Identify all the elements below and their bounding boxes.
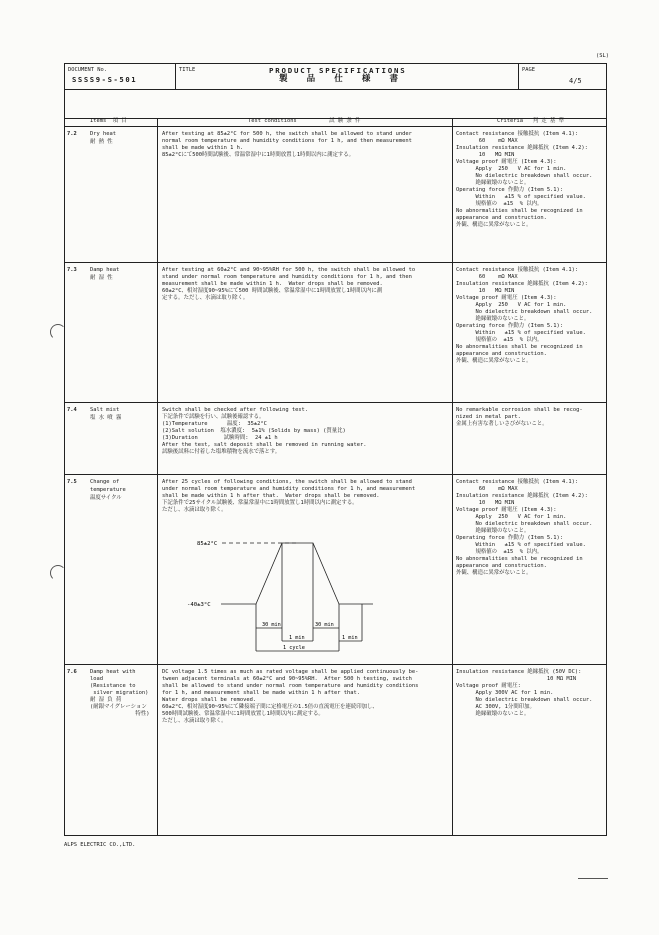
criteria-line: 60 mΩ MAX bbox=[456, 274, 518, 280]
item-name-line: (耐銀マイグレーション bbox=[90, 704, 147, 710]
doc-number: SSSS9-S-501 bbox=[72, 75, 138, 84]
footer-company: ALPS ELECTRIC CO.,LTD. bbox=[64, 842, 136, 848]
criteria-line: 60 mΩ MAX bbox=[456, 138, 518, 144]
criteria-line: 絶縁破壊のないこと。 bbox=[456, 180, 530, 186]
criteria-line: appearance and construction. bbox=[456, 563, 547, 569]
criteria-line: 60 mΩ MAX bbox=[456, 486, 518, 492]
column-header-criteria: Criteria 判 定 基 準 bbox=[497, 118, 564, 124]
criteria-line: 10 MΩ MIN bbox=[456, 500, 515, 506]
row-number: 7.5 bbox=[67, 479, 77, 485]
criteria-line: Voltage proof 耐電圧 (Item 4.3): bbox=[456, 159, 557, 165]
criteria-line: Within ±15 % of specified value. bbox=[456, 330, 586, 336]
item-name-line: Change of bbox=[90, 479, 120, 485]
diagram-ramp-down-label: 1 min bbox=[342, 635, 358, 641]
criteria-line: Contact resistance 接触抵抗 (Item 4.1): bbox=[456, 267, 579, 273]
criteria-line: Voltage proof 耐電圧: bbox=[456, 683, 521, 689]
title-ja: 製 品 仕 様 書 bbox=[279, 74, 405, 84]
condition-line: shall be allowed to stand under normal room temperature and humidity conditions bbox=[162, 683, 419, 689]
criteria-line: 外観、構造に異常がないこと。 bbox=[456, 570, 532, 576]
condition-line: After 25 cycles of following conditions, the switch shall be allowed to stand bbox=[162, 479, 412, 485]
criteria-line: Apply 250 V AC for 1 min. bbox=[456, 514, 567, 520]
criteria-line: No dielectric breakdown shall occur. bbox=[456, 173, 593, 179]
criteria-line: 絶縁破壊のないこと。 bbox=[456, 528, 530, 534]
criteria-line: No abnormalities shall be recognized in bbox=[456, 556, 583, 562]
condition-line: ただし、水滴は取り除く。 bbox=[162, 718, 227, 724]
condition-line: (1)Temperature 温度: 35±2°C bbox=[162, 421, 267, 427]
criteria-line: Contact resistance 接触抵抗 (Item 4.1): bbox=[456, 479, 579, 485]
condition-line: shall be made within 1 h after that. Water drops shall be removed. bbox=[162, 493, 380, 499]
title-label: TITLE bbox=[179, 67, 196, 73]
criteria-line: 10 MΩ MIN bbox=[456, 676, 577, 682]
item-name-line: 耐 熱 性 bbox=[90, 139, 113, 145]
condition-line: After testing at 60±2°C and 90~95%RH for 500 h, the switch shall be allowed to bbox=[162, 267, 416, 273]
criteria-line: 規格値の ±15 % 以内。 bbox=[456, 201, 543, 207]
condition-line: normal room temperature and humidity conditions for 1 h, and then measurement bbox=[162, 138, 412, 144]
condition-line: measurement shall be made within 1 h. Water drops shall be removed. bbox=[162, 281, 383, 287]
page-label: PAGE bbox=[522, 67, 535, 73]
condition-line: 下記条件で25サイクル試験後、常温常湿中に1時間放置し1時間以内に測定する。 bbox=[162, 500, 358, 506]
criteria-line: Apply 250 V AC for 1 min. bbox=[456, 166, 567, 172]
criteria-line: No abnormalities shall be recognized in bbox=[456, 344, 583, 350]
criteria-line: 金属上有害な著しいさびがないこと。 bbox=[456, 421, 548, 427]
condition-line: (2)Salt solution 塩水濃度: 5±1% (Solids by mass) (質量比) bbox=[162, 428, 346, 434]
condition-line: tween adjacent terminals at 60±2°C and 90~95%RH. After 500 h testing, switch bbox=[162, 676, 412, 682]
condition-line: for 1 h, and measurement shall be made within 1 h after that. bbox=[162, 690, 360, 696]
condition-line: Water drops shall be removed. bbox=[162, 697, 257, 703]
criteria-line: 外観、構造に異常がないこと。 bbox=[456, 358, 532, 364]
condition-line: After testing at 85±2°C for 500 h, the switch shall be allowed to stand under bbox=[162, 131, 412, 137]
diagram-cycle-label: 1 cycle bbox=[283, 645, 305, 651]
criteria-line: Operating force 作動力 (Item 5.1): bbox=[456, 323, 564, 329]
item-name-line: load bbox=[90, 676, 103, 682]
bottom-right-dash bbox=[578, 878, 608, 879]
criteria-line: Apply 250 V AC for 1 min. bbox=[456, 302, 567, 308]
corner-ref: (SL) bbox=[596, 53, 609, 59]
punch-hole-mark bbox=[50, 324, 66, 340]
condition-line: 下記条件で試験を行い、試験後確認する。 bbox=[162, 414, 265, 420]
condition-line: (3)Duration 試験時間: 24 ±1 h bbox=[162, 435, 278, 441]
criteria-line: 絶縁破壊のないこと。 bbox=[456, 711, 530, 717]
item-name-line: temperature bbox=[90, 487, 126, 493]
condition-line: 試験後試料に付着した塩堆積物を流水で落とす。 bbox=[162, 449, 281, 455]
criteria-line: appearance and construction. bbox=[456, 351, 547, 357]
item-name-line: 耐 湿 性 bbox=[90, 275, 113, 281]
criteria-line: Insulation resistance 絶縁抵抗 (Item 4.2): bbox=[456, 281, 588, 287]
criteria-line: 絶縁破壊のないこと。 bbox=[456, 316, 530, 322]
criteria-line: nized in metal part. bbox=[456, 414, 521, 420]
diagram-dwell-high-label: 30 min bbox=[315, 622, 334, 628]
condition-line: Switch shall be checked after following test. bbox=[162, 407, 309, 413]
punch-hole-mark bbox=[50, 565, 66, 581]
diagram-dwell-low-label: 30 min bbox=[262, 622, 281, 628]
criteria-line: Voltage proof 耐電圧 (Item 4.3): bbox=[456, 295, 557, 301]
row-number: 7.2 bbox=[67, 131, 77, 137]
criteria-line: Within ±15 % of specified value. bbox=[456, 194, 586, 200]
item-name-line: Damp heat with bbox=[90, 669, 136, 675]
item-name-line: Salt mist bbox=[90, 407, 120, 413]
item-name-line: Dry heat bbox=[90, 131, 116, 137]
criteria-line: Insulation resistance 絶縁抵抗 (Item 4.2): bbox=[456, 493, 588, 499]
criteria-line: appearance and construction. bbox=[456, 215, 547, 221]
criteria-line: No dielectric breakdown shall occur. bbox=[456, 309, 593, 315]
condition-line: 500時間試験後、常温常湿中に1時間放置し1時間以内に測定する。 bbox=[162, 711, 324, 717]
item-name-line: 耐 湿 負 荷 bbox=[90, 697, 122, 703]
diagram-low-temp-label: -40±3°C bbox=[187, 602, 211, 608]
item-name-line: (Resistance to bbox=[90, 683, 136, 689]
criteria-line: Within ±15 % of specified value. bbox=[456, 542, 586, 548]
condition-line: DC voltage 1.5 times as much as rated voltage shall be applied continuously be- bbox=[162, 669, 419, 675]
criteria-line: 10 MΩ MIN bbox=[456, 152, 515, 158]
item-name-line: 特性) bbox=[90, 711, 150, 717]
condition-line: under normal room temperature and humidity conditions for 1 h, and measurement bbox=[162, 486, 416, 492]
column-header-conditions: Test conditions 試 験 条 件 bbox=[248, 118, 361, 124]
row-number: 7.4 bbox=[67, 407, 77, 413]
diagram-ramp-up-label: 1 min bbox=[289, 635, 305, 641]
condition-line: 60±2°C、相対湿度90~95%にて隣接端子間に定格電圧の1.5倍の直流電圧を連続印加し、 bbox=[162, 704, 378, 710]
criteria-line: No dielectric breakdown shall occur. bbox=[456, 697, 593, 703]
criteria-line: 規格値の ±15 % 以内。 bbox=[456, 549, 543, 555]
criteria-line: Contact resistance 接触抵抗 (Item 4.1): bbox=[456, 131, 579, 137]
item-name-line: 塩 水 噴 霧 bbox=[90, 415, 122, 421]
column-header-items: Items 項 目 bbox=[90, 118, 127, 124]
doc-label: DOCUMENT No. bbox=[68, 67, 107, 73]
criteria-line: Insulation resistance 絶縁抵抗 (50V DC): bbox=[456, 669, 582, 675]
criteria-line: 10 MΩ MIN bbox=[456, 288, 515, 294]
page-number: 4/5 bbox=[569, 77, 582, 85]
criteria-line: 規格値の ±15 % 以内。 bbox=[456, 337, 543, 343]
criteria-line: 外観、構造に異常がないこと。 bbox=[456, 222, 532, 228]
criteria-line: Apply 300V AC for 1 min. bbox=[456, 690, 554, 696]
criteria-line: Voltage proof 耐電圧 (Item 4.3): bbox=[456, 507, 557, 513]
item-name-line: 温度サイクル bbox=[90, 495, 122, 501]
condition-line: 定する。ただし、水滴は取り除く。 bbox=[162, 295, 249, 301]
diagram-high-temp-label: 85±2°C bbox=[197, 541, 218, 547]
criteria-line: Operating force 作動力 (Item 5.1): bbox=[456, 535, 564, 541]
condition-line: ただし、水滴は取り除く。 bbox=[162, 507, 227, 513]
criteria-line: No remarkable corrosion shall be recog- bbox=[456, 407, 583, 413]
condition-line: stand under normal room temperature and humidity conditions for 1 h, and then bbox=[162, 274, 412, 280]
criteria-line: No abnormalities shall be recognized in bbox=[456, 208, 583, 214]
criteria-line: Insulation resistance 絶縁抵抗 (Item 4.2): bbox=[456, 145, 588, 151]
row-number: 7.6 bbox=[67, 669, 77, 675]
criteria-line: No dielectric breakdown shall occur. bbox=[456, 521, 593, 527]
condition-line: 85±2°Cにて500時間試験後、常温常湿中に1時間放置し1時間以内に測定する。 bbox=[162, 152, 355, 158]
item-name-line: Damp heat bbox=[90, 267, 120, 273]
item-name-line: silver migration) bbox=[90, 690, 149, 696]
condition-line: After the test, salt deposit shall be removed in running water. bbox=[162, 442, 367, 448]
criteria-line: AC 300V, 1分間印加。 bbox=[456, 704, 535, 710]
row-number: 7.3 bbox=[67, 267, 77, 273]
condition-line: 60±2°C、相対湿度90~95%にて500 時間試験後、常温常湿中に1時間放置し1時間以内に測 bbox=[162, 288, 383, 294]
condition-line: shall be made within 1 h. bbox=[162, 145, 244, 151]
title-en: PRODUCT SPECIFICATIONS bbox=[269, 66, 407, 75]
criteria-line: Operating force 作動力 (Item 5.1): bbox=[456, 187, 564, 193]
